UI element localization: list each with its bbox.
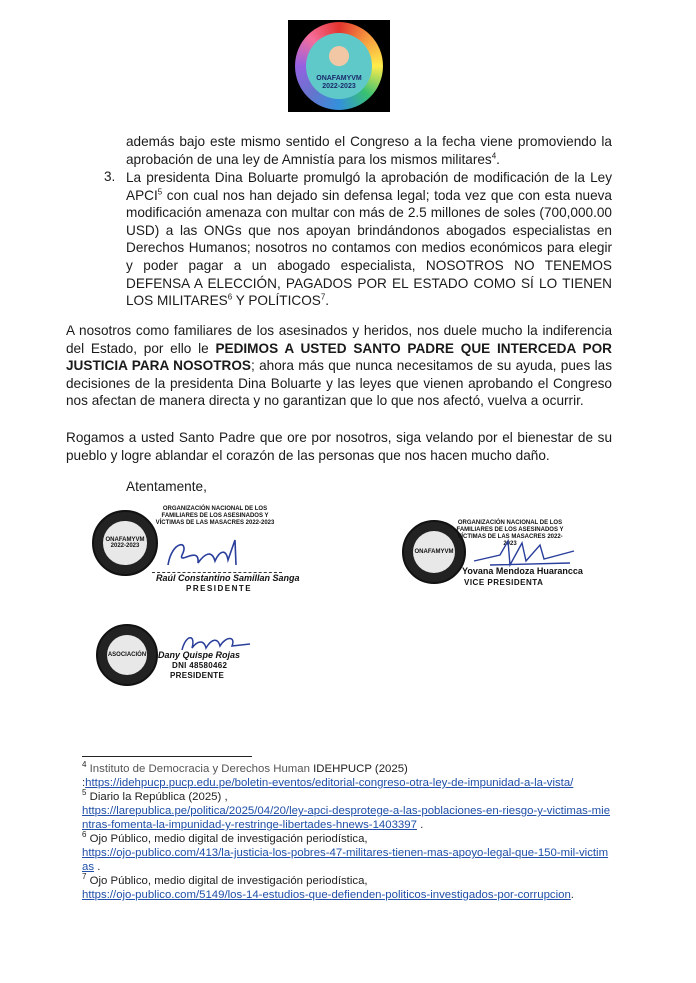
- footnote-6: $^6$ Ojo Público, medio digital de investigación periodística, https://ojo-publico.com/413/la-justicia-los-pobres-47-militares-tienen-mas-apoyo-legal-que-150-mil-victimas .: [82, 830, 609, 873]
- footnote-ref-5[interactable]: 5: [157, 187, 163, 197]
- footnote-4-link[interactable]: https://idehpucp.pucp.edu.pe/boletin-eventos/editorial-congreso-otra-ley-de-impunidad-a-la-vista/: [85, 777, 574, 789]
- footnote-separator: [82, 756, 252, 757]
- signer-name: Yovana Mendoza Huarancca: [462, 566, 583, 576]
- signature-org-header: ORGANIZACIÓN NACIONAL DE LOS FAMILIARES DE LOS ASESINADOS Y VÍCTIMAS DE LAS MASACRES 2022-2023: [155, 506, 275, 526]
- footnote-ref-4[interactable]: 4: [491, 151, 497, 161]
- organization-logo: [288, 20, 390, 112]
- handwritten-signature: [160, 535, 250, 573]
- footnote-7: $^7$ Ojo Público, medio digital de investigación periodística, https://ojo-publico.com/5149/los-14-estudios-que-defienden-politicos-investigados-por-corrupcion.: [82, 872, 574, 901]
- logo-ring: [295, 22, 383, 110]
- closing-salutation: Atentamente,: [126, 479, 207, 494]
- footnote-4: $^4$ Instituto de Democracia y Derechos Human IDEHPUCP (2025) :https://idehpucp.pucp.edu.pe/boletin-eventos/editorial-congreso-otra-ley-de-impunidad-a-la-vista/: [82, 760, 574, 789]
- list-item-3-number: 3.: [104, 169, 116, 184]
- footnote-5: $^5$ Diario la República (2025) , https://larepublica.pe/politica/2025/04/20/ley-apci-desprotege-a-las-poblaciones-en-riesgo-y-victimas-mientras-fomenta-la-impunidad-y-restringe-libertades-hnews-1403397 .: [82, 788, 611, 831]
- list-item-3: La presidenta Dina Boluarte promulgó la aprobación de modificación de la Ley APCI$^5$ con cual nos han dejado sin defensa legal; toda vez que con esta nueva modificación amenaza con multar con más de 2.5 millones de soles (700,000.00 USD) a las ONGs que nos apoyan brindándonos abogados especialistas en Derechos Humanos; nosotros no contamos con medios económicos para elegir y poder pagar a un abogado especialista, NOSOTROS NO TENEMOS DEFENSA A ELECCIÓN, PAGADOS POR EL ESTADO COMO SÍ LO TIENEN LOS MILITARES$^6$ Y POLÍTICOS$^7$.: [126, 170, 612, 309]
- signer-name: Dany Quispe Rojas: [158, 650, 241, 660]
- footnote-7-link[interactable]: https://ojo-publico.com/5149/los-14-estudios-que-defienden-politicos-investigados-por-corrupcion: [82, 889, 571, 901]
- prayer-paragraph: Rogamos a usted Santo Padre que ore por nosotros, siga velando por el bienestar de su pueblo y logre ablandar el corazón de las personas que nos hacen mucho daño.: [66, 430, 612, 463]
- signer-role: PRESIDENTE: [186, 584, 253, 593]
- footnote-ref-6[interactable]: 6: [227, 292, 233, 302]
- list-item-2-continuation: además bajo este mismo sentido el Congreso a la fecha viene promoviendo la aprobación de una ley de Amnistía para los mismos militares$^4$.: [126, 134, 612, 167]
- signature-org-header: ORGANIZACIÓN NACIONAL DE LOS FAMILIARES DE LOS ASESINADOS Y VÍCTIMAS DE LAS MASACRES 2022-2023: [456, 520, 564, 547]
- footnote-5-link[interactable]: https://larepublica.pe/politica/2025/04/20/ley-apci-desprotege-a-las-poblaciones-en-riesgo-y-victimas-mientras-fomenta-la-impunidad-y-restringe-libertades-hnews-1403397: [82, 805, 611, 831]
- petition-paragraph: A nosotros como familiares de los asesinados y heridos, nos duele mucho la indiferencia del Estado, por ello le PEDIMOS A USTED SANTO PADRE QUE INTERCEDA POR JUSTICIA PARA NOSOTROS; ahora más que nunca necesitamos de su ayuda, pues las decisiones de la presidenta Dina Boluarte y las leyes que vienen aprobando el Congreso nos afectan de manera directa y no garantizan que lo que nos afectó, vuelva a ocurrir.: [66, 323, 613, 409]
- petition-emphasis: PEDIMOS A USTED SANTO PADRE QUE INTERCEDA POR JUSTICIA PARA NOSOTROS: [66, 340, 612, 374]
- signer-role: PRESIDENTE: [170, 671, 225, 680]
- logo-years: 2022-2023: [322, 83, 356, 90]
- logo-title: ONAFAMYVM: [316, 75, 362, 82]
- organization-stamp: ONAFAMYVM 2022-2023: [92, 510, 158, 576]
- logo-fist-emblem: [306, 33, 372, 99]
- organization-stamp: ONAFAMYVM: [402, 520, 466, 584]
- association-stamp: ASOCIACIÓN: [96, 624, 158, 686]
- footnote-6-link[interactable]: https://ojo-publico.com/413/la-justicia-los-pobres-47-militares-tienen-mas-apoyo-legal-que-150-mil-victimas: [82, 847, 609, 873]
- signer-dni: DNI 48580462: [172, 661, 228, 670]
- footnote-ref-7[interactable]: 7: [320, 292, 326, 302]
- signer-name: Raúl Constantino Samillan Sanga: [156, 573, 300, 583]
- signer-role: VICE PRESIDENTA: [464, 578, 544, 587]
